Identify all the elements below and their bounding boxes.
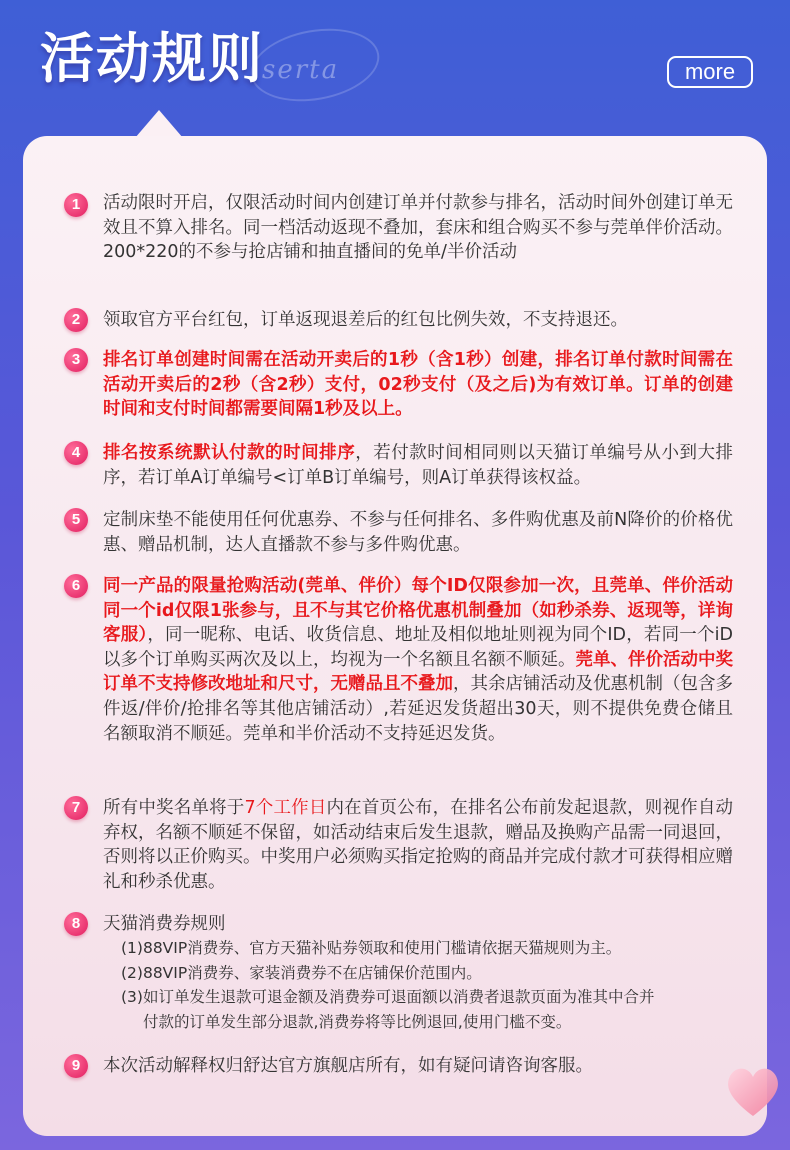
rule-body: 内在首页公布，在排名公布前发起退款，则视作自动弃权，名额不顺延不保留，如活动结束后发生退款，赠品及换购产品需一同退回，否则将以正价购买。中奖用户必须购买指定抢购的商品并完成付款才可获得相应赠礼和秒杀优惠。 — [103, 798, 733, 892]
subrule-3-continued: 付款的订单发生部分退款,消费券将等比例退回,使用门槛不变。 — [143, 1012, 572, 1031]
rule-text-highlight: 排名订单创建时间需在活动开卖后的1秒（含1秒）创建，排名订单付款时间需在活动开卖后的2秒（含2秒）支付，02秒支付（及之后)为有效订单。订单的创建时间和支付时间都需要间隔1秒及以上。 — [103, 350, 733, 420]
rule-text — [103, 441, 733, 490]
more-button[interactable]: more — [667, 56, 753, 88]
rule-number-badge: 8 — [64, 912, 88, 936]
rule-text: 天猫消费券规则 — [103, 914, 226, 934]
subrule-2: (2)88VIP消费券、家装消费券不在店铺保价范围内。 — [121, 963, 482, 982]
rule-highlight: 同一产品的限量抢购活动(莞单、伴价）每个ID仅限参加一次，且莞单、伴价活动同一个id仅限1张参与，且不与其它价格优惠机制叠加（如秒杀券、返现等，详询客服） — [103, 576, 733, 646]
rule-text — [103, 574, 733, 746]
rule-body: 所有中奖名单将于 — [103, 798, 245, 818]
card-pointer — [135, 110, 183, 138]
rule-highlight: 莞单、伴价活动中奖订单不支持修改地址和尺寸，无赠品且不叠加 — [103, 649, 733, 695]
subrule-1: (1)88VIP消费券、官方天猫补贴券领取和使用门槛请依据天猫规则为主。 — [121, 939, 622, 957]
rule-number-badge: 3 — [64, 348, 88, 372]
rule-number-badge: 6 — [64, 574, 88, 598]
heart-icon — [722, 1060, 784, 1122]
subrule-3: (3)如订单发生退款可退金额及消费券可退面额以消费者退款页面为准其中合并 — [121, 988, 655, 1007]
rule-highlight: 排名按系统默认付款的时间排序 — [103, 443, 356, 463]
rule-text: 本次活动解释权归舒达官方旗舰店所有，如有疑问请咨询客服。 — [103, 1056, 593, 1076]
rule-number-badge: 5 — [64, 508, 88, 532]
rule-text: 定制床垫不能使用任何优惠券、不参与任何排名、多件购优惠及前N降价的价格优惠、赠品机制，达人直播款不参与多件购优惠。 — [103, 510, 733, 555]
rule-text — [103, 796, 733, 894]
rule-body: ，若付款时间相同则以天猫订单编号从小到大排序，若订单A订单编号<订单B订单编号，则A订单获得该权益。 — [103, 443, 734, 488]
page-title: 活动规则 — [40, 27, 264, 90]
rule-text: 活动限时开启，仅限活动时间内创建订单并付款参与排名，活动时间外创建订单无效且不算入排名。同一档活动返现不叠加，套床和组合购买不参与莞单伴价活动。200*220的不参与抢店铺和抽直播间的免单/半价活动 — [103, 193, 733, 263]
rule-number-badge: 7 — [64, 796, 88, 820]
coupon-subrules — [121, 936, 733, 1034]
rules-card — [23, 136, 767, 1136]
rule-text: 领取官方平台红包，订单返现退差后的红包比例失效，不支持退还。 — [103, 310, 628, 330]
rule-highlight: 7个工作日 — [244, 798, 327, 818]
rule-body: ，同一昵称、电话、收货信息、地址及相似地址则视为同个ID，若同一个iD以多个订单购买两次及以上，均视为一个名额且名额不顺延。 — [103, 625, 734, 670]
rule-number-badge: 4 — [64, 441, 88, 465]
rule-number-badge: 2 — [64, 308, 88, 332]
rule-number-badge: 9 — [64, 1054, 88, 1078]
rule-body: ，其余店铺活动及优惠机制（包含多件返/伴价/抢排名等其他店铺活动）,若延迟发货超出30天，则不提供免费仓储且名额取消不顺延。莞单和半价活动不支持延迟发货。 — [103, 674, 733, 744]
rule-number-badge: 1 — [64, 193, 88, 217]
brand-script-watermark: serta — [262, 55, 340, 85]
